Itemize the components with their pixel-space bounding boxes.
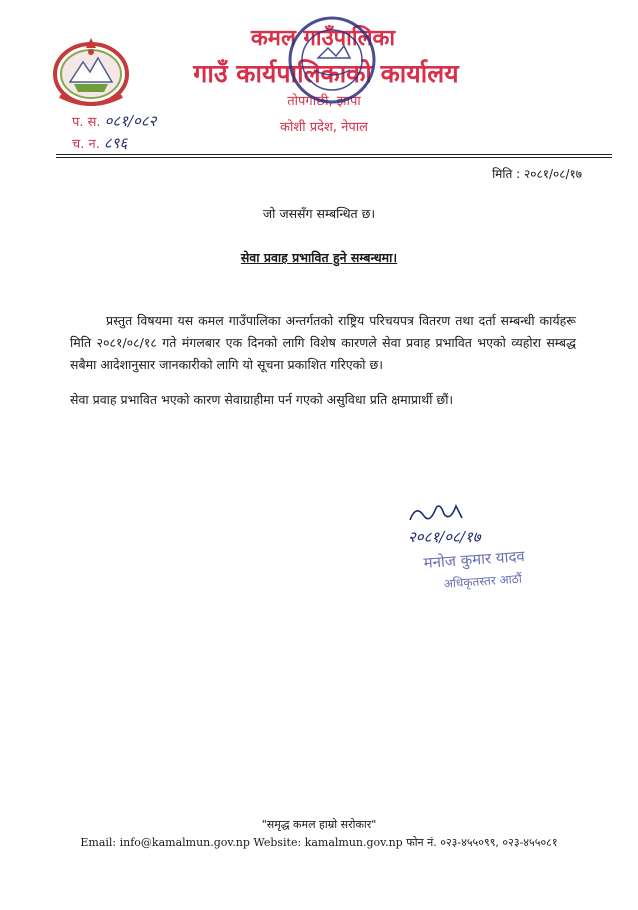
body-paragraph-2: सेवा प्रवाह प्रभावित भएको कारण सेवाग्राहीमा पर्न गएको असुविधा प्रति क्षमाप्रार्थी छौं।: [70, 392, 454, 407]
header-divider: [56, 154, 612, 155]
signatory-name-stamp: मनोज कुमार यादव: [423, 546, 526, 572]
dispatch-number-label: च. न.: [72, 137, 100, 152]
handwritten-signature-icon: [410, 506, 462, 520]
dispatch-number: [72, 133, 127, 153]
dispatch-number-value: ८९६: [103, 134, 128, 152]
letter-number-label: प. स.: [72, 115, 101, 130]
header-divider-secondary: [56, 157, 612, 158]
letter-number-value: ०८१/०८२: [104, 112, 157, 130]
municipality-name: कमल गाउँपालिका: [250, 26, 396, 51]
office-location: तोपगाछी, झापा: [287, 94, 361, 109]
letter-date: मिति : २०८१/०८/१७: [492, 167, 582, 181]
body-paragraph-1: प्रस्तुत विषयमा यस कमल गाउँपालिका अन्तर्गतको राष्ट्रिय परिचयपत्र वितरण तथा दर्ता सम्बन्धी कार्यहरू मिति २०८१/०८/१८ गते मंगलबार एक दिनको लागि विशेष कारणले सेवा प्रवाह प्रभावित भएको व्यहोरा सम्बद्ध सबैमा आदेशानुसार जानकारीको लागि यो सूचना प्रकाशित गरिएको छ।: [70, 313, 576, 372]
province-country: कोशी प्रदेश, नेपाल: [280, 120, 368, 135]
footer-contact: Email: info@kamalmun.gov.np Website: kamalmun.gov.np फोन नं. ०२३-४५५०९९, ०२३-४५५०८१: [80, 836, 558, 849]
footer-motto: "समृद्ध कमल हाम्रो सरोकार": [261, 818, 377, 831]
office-seal-stamp-icon: [286, 14, 378, 106]
signatory-designation-stamp: अधिकृतस्तर आठौं: [443, 571, 523, 591]
office-name: गाउँ कार्यपालिकाको कार्यालय: [193, 59, 459, 88]
signature-date: २०८१/०८/१७: [408, 528, 481, 546]
signature-block: [400, 498, 560, 598]
letter-number: [72, 111, 156, 131]
addressee: जो जससँग सम्बन्धित छ।: [262, 206, 376, 221]
subject-line: सेवा प्रवाह प्रभावित हुने सम्बन्धमा।: [240, 250, 398, 265]
